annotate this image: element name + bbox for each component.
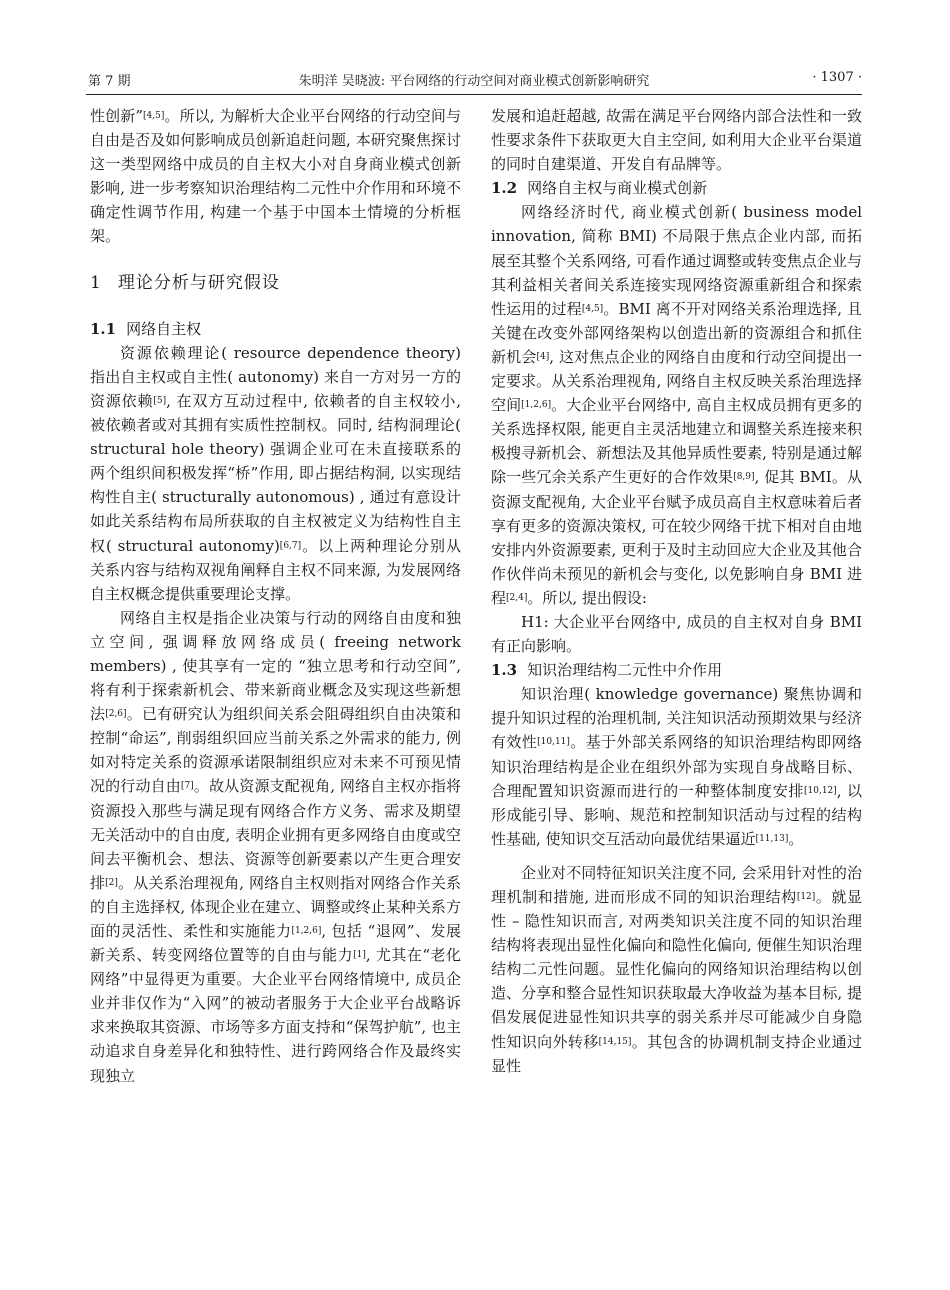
subsection-heading: 1.3 知识治理结构二元性中介作用 bbox=[491, 661, 723, 680]
citation: [1,2,6] bbox=[521, 400, 552, 411]
citation: [6,7] bbox=[279, 540, 302, 551]
paragraph: 网络经济时代, 商业模式创新( business model innovation, 简称 BMI) 不局限于焦点企业内部, 而拓展至其整个关系网络, 可看作通过调整或转变焦点企业与其利益相关者间关系连接实现网络资源重新组合和探索性运用的过程[4,5]。BMI 离不开对网络关系治理选择, 且关键在改变外部网络架构以创造出新的资源组合和抓住新机会[4], 这对焦点企业的网络自由度和行动空间提出一定要求。从关系治理视角, 网络自主权反映关系治理选择空间[1,2,6]。大企业平台网络中, 高自主权成员拥有更多的关系选择权限, 能更自主灵活地建立和调整关系连接来积极搜寻新机会、新想法及其他异质性要素, 特别是通过解除一些冗余关系产生更好的合作效果[8,9], 促其 BMI。从资源支配视角, 大企业平台赋予成员高自主权意味着后者享有更多的资源决策权, 可在较少网络干扰下相对自由地安排内外资源要素, 更利于及时主动回应大企业及其他合作伙伴尚未预见的新机会与变化, 以免影响自身 BMI 进程[2,4]。所以, 提出假设: bbox=[491, 203, 862, 607]
citation: [2,6] bbox=[105, 709, 127, 720]
right-column bbox=[491, 104, 862, 1078]
running-header bbox=[86, 66, 862, 95]
paragraph: 资源依赖理论( resource dependence theory) 指出自主权或自主性( autonomy) 来自一方对另一方的资源依赖[5], 在双方互动过程中, 依赖者的自主权较小, 被依赖者或对其拥有实质性控制权。同时, 结构洞理论( structural hole theory) 强调企业可在未直接联系的两个组织间积极发挥“桥”作用, 即占据结构洞, 以实现结构性自主( structurally autonomous) , 通过有意设计如此关系结构布局所获取的自主权被定义为结构性自主权( structural autonomy)[6,7]。以上两种理论分别从关系内容与结构双视角阐释自主权不同来源, 为发展网络自主权概念提供重要理论支撑。 bbox=[90, 343, 461, 603]
page-number: · 1307 · bbox=[812, 70, 862, 85]
citation: [10,11] bbox=[537, 737, 570, 748]
citation: [2] bbox=[105, 877, 118, 888]
subsection-heading: 1.1 网络自主权 bbox=[90, 319, 202, 338]
paragraph: 发展和追赶超越, 故需在满足平台网络内部合法性和一致性要求条件下获取更大自主空间, 如利用大企业平台渠道的同时自建渠道、开发自有品牌等。 bbox=[491, 107, 862, 174]
citation: [1] bbox=[353, 950, 366, 961]
issue-number: 第 7 期 bbox=[88, 74, 131, 89]
citation: [4] bbox=[536, 351, 550, 362]
citation: [12] bbox=[796, 892, 816, 902]
citation: [4,5] bbox=[143, 111, 165, 121]
paragraph: 网络自主权是指企业决策与行动的网络自由度和独立空间, 强调释放网络成员( freeing network members) , 使其享有一定的 “独立思考和行动空间”, 将有利于探索新机会、带来新商业概念及实现这些新想法[2,6]。已有研究认为组织间关系会阻碍组织自由决策和控制“命运”, 削弱组织回应当前关系之外需求的能力, 例如对特定关系的资源承诺限制组织应对未来不可预见情况的行动自由[7]。故从资源支配视角, 网络自主权亦指将资源投入那些与满足现有网络合作方义务、需求及期望无关活动中的自由度, 表明企业拥有更多网络自由度或空间去平衡机会、想法、资源等创新要素以产生更合理安排[2]。从关系治理视角, 网络自主权则指对网络合作关系的自主选择权, 体现企业在建立、调整或终止某种关系方面的灵活性、柔性和实施能力[1,2,6], 包括 “退网”、发展新关系、转变网络位置等的自由与能力[1], 尤其在“老化网络”中显得更为重要。大企业平台网络情境中, 成员企业并非仅作为“入网”的被动者服务于大企业平台战略诉求来换取其资源、市场等多方面支持和“保驾护航”, 也主动追求自身差异化和独特性、进行跨网络合作及最终实现独立 bbox=[90, 608, 461, 1085]
citation: [11,13] bbox=[755, 833, 789, 844]
citation: [10,12] bbox=[804, 785, 837, 796]
paragraph-gap bbox=[491, 851, 862, 861]
citation: [4,5] bbox=[581, 303, 604, 314]
paragraph: 知识治理( knowledge governance) 聚焦协调和提升知识过程的治理机制, 关注知识活动预期效果与经济有效性[10,11]。基于外部关系网络的知识治理结构即网络知识治理结构是企业在组织外部为实现自身战略目标、合理配置知识资源而进行的一种整体制度安排[10,12], 以形成能引导、影响、规范和控制知识活动与过程的结构性基础, 使知识交互活动向最优结果逼近[11,13]。 bbox=[491, 685, 862, 848]
citation: [1,2,6] bbox=[291, 926, 322, 936]
citation: [2,4] bbox=[506, 592, 528, 603]
section-heading: 1 理论分析与研究假设 bbox=[90, 272, 280, 293]
hypothesis-h1: H1: 大企业平台网络中, 成员的自主权对自身 BMI 有正向影响。 bbox=[491, 612, 862, 656]
subsection-heading: 1.2 网络自主权与商业模式创新 bbox=[491, 179, 708, 198]
citation: [7] bbox=[180, 781, 194, 792]
paragraph: 企业对不同特征知识关注度不同, 会采用针对性的治理机制和措施, 进而形成不同的知识治理结构[12]。就显性 – 隐性知识而言, 对两类知识关注度不同的知识治理结构将表现出显性化偏向和隐性化偏向, 便催生知识治理结构二元性问题。显性化偏向的网络知识治理结构以创造、分享和整合显性知识获取最大净收益为基本目标, 提倡发展促进显性知识共享的弱关系并尽可能减少自身隐性知识向外转移[14,15]。其包含的协调机制支持企业通过显性 bbox=[491, 863, 862, 1075]
citation: [8,9] bbox=[733, 472, 755, 483]
citation: [5] bbox=[153, 395, 167, 406]
paragraph: 性创新”[4,5]。所以, 为解析大企业平台网络的行动空间与自由是否及如何影响成员创新追赶问题, 本研究聚焦探讨这一类型网络中成员的自主权大小对自身商业模式创新影响, 进一步考察知识治理结构二元性中介作用和环境不确定性调节作用, 构建一个基于中国本土情境的分析框架。 bbox=[90, 107, 462, 246]
running-title: 朱明洋 吴晓波: 平台网络的行动空间对商业模式创新影响研究 bbox=[298, 74, 650, 89]
citation: [14,15] bbox=[598, 1036, 632, 1047]
left-column bbox=[90, 104, 461, 1088]
